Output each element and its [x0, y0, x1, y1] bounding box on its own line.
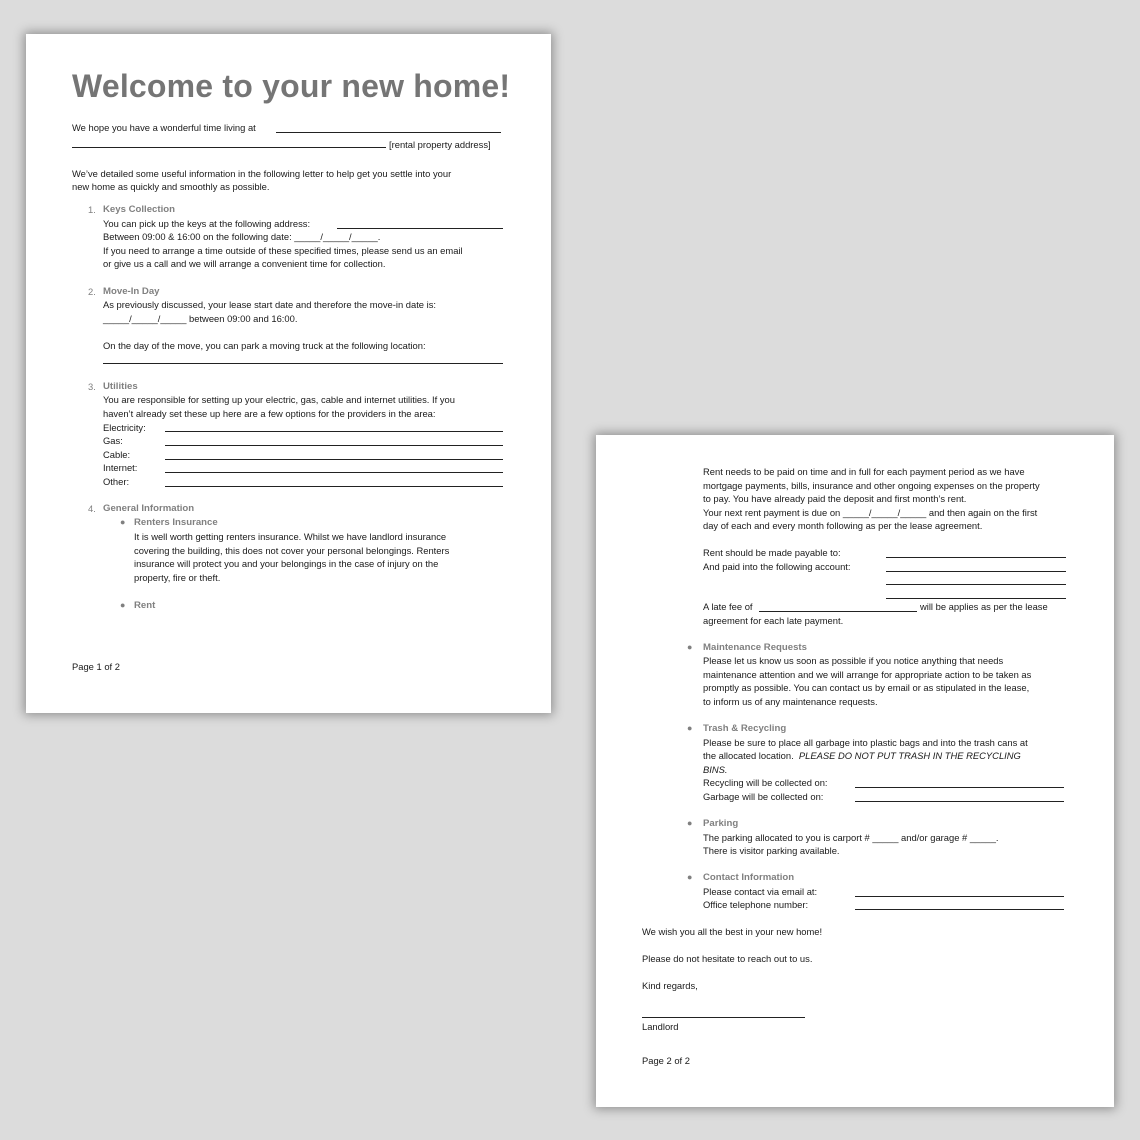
late-fee-line: [759, 611, 917, 612]
maintenance-line: to inform us of any maintenance requests.: [703, 696, 878, 707]
utility-field-label: Other:: [103, 476, 130, 487]
bullet-dot-icon: ●: [687, 872, 693, 882]
bullet-dot-icon: ●: [687, 642, 693, 652]
maintenance-line: promptly as possible. You can contact us by email or as stipulated in the lease,: [703, 682, 1030, 693]
garbage-label: Garbage will be collected on:: [703, 791, 824, 802]
utility-field-line: [165, 431, 503, 432]
trash-line-part: the allocated location.: [703, 750, 794, 761]
section-heading-keys: Keys Collection: [103, 204, 175, 215]
parking-line: The parking allocated to you is carport # _____ and/or garage # _____.: [703, 832, 999, 843]
utilities-line: You are responsible for setting up your electric, gas, cable and internet utilities. If you: [103, 394, 455, 405]
closing-wish: We wish you all the best in your new home!: [642, 926, 823, 937]
utility-field-label: Electricity:: [103, 422, 146, 433]
contact-phone-label: Office telephone number:: [703, 899, 809, 910]
keys-line: If you need to arrange a time outside of these specified times, please send us an email: [103, 245, 463, 256]
address-label: [rental property address]: [389, 139, 491, 150]
account-label: And paid into the following account:: [703, 561, 851, 572]
truck-location-line: [103, 363, 503, 364]
rent-line: mortgage payments, bills, insurance and other ongoing expenses on the property: [703, 480, 1040, 491]
subheading-rent: Rent: [134, 600, 156, 611]
payable-to-line: [886, 557, 1066, 558]
move-in-line: _____/_____/_____ between 09:00 and 16:00.: [103, 313, 298, 324]
account-line: [886, 584, 1066, 585]
recycling-label: Recycling will be collected on:: [703, 777, 828, 788]
keys-line: or give us a call and we will arrange a convenient time for collection.: [103, 258, 386, 269]
bullet-dot-icon: ●: [120, 517, 126, 527]
section-number: 2.: [88, 286, 96, 297]
garbage-line: [855, 801, 1064, 802]
signature-line: [642, 1017, 805, 1018]
rent-line: to pay. You have already paid the deposit and first month’s rent.: [703, 493, 967, 504]
maintenance-line: Please let us know us soon as possible if you notice anything that needs: [703, 655, 1004, 666]
utility-field-label: Gas:: [103, 435, 123, 446]
detail-line-2: new home as quickly and smoothly as possible.: [72, 181, 270, 192]
section-heading-general: General Information: [103, 503, 195, 514]
late-fee-text: A late fee of: [703, 601, 753, 612]
insurance-line: property, fire or theft.: [134, 572, 221, 583]
maintenance-line: maintenance attention and we will arrange for appropriate action to be taken as: [703, 669, 1032, 680]
account-line: [886, 598, 1066, 599]
rent-line: Your next rent payment is due on _____/_____/_____ and then again on the first: [703, 507, 1038, 518]
section-heading-utilities: Utilities: [103, 381, 138, 392]
bullet-dot-icon: ●: [120, 600, 126, 610]
utility-field-line: [165, 445, 503, 446]
section-heading-move-in: Move-In Day: [103, 286, 160, 297]
contact-phone-line: [855, 909, 1064, 910]
section-number: 1.: [88, 204, 96, 215]
utility-field-label: Internet:: [103, 462, 138, 473]
heading-contact: Contact Information: [703, 872, 795, 883]
utilities-line: haven’t already set these up here are a few options for the providers in the area:: [103, 408, 436, 419]
page-footer: Page 1 of 2: [72, 661, 120, 672]
contact-email-line: [855, 896, 1064, 897]
address-line-2: [72, 147, 386, 148]
page-2: [596, 435, 1114, 1107]
keys-address-line: [337, 228, 503, 229]
recycling-line: [855, 787, 1064, 788]
page-1: [26, 34, 551, 713]
heading-parking: Parking: [703, 818, 739, 829]
insurance-line: covering the building, this does not cover your personal belongings. Renters: [134, 545, 450, 556]
rent-line: day of each and every month following as per the lease agreement.: [703, 520, 983, 531]
utility-field-label: Cable:: [103, 449, 131, 460]
rent-line: Rent needs to be paid on time and in full for each payment period as we have: [703, 466, 1025, 477]
account-line: [886, 571, 1066, 572]
signature-label: Landlord: [642, 1021, 679, 1032]
late-fee-text: agreement for each late payment.: [703, 615, 844, 626]
insurance-line: insurance will protect you and your belongings in the case of injury on the: [134, 558, 439, 569]
section-number: 4.: [88, 503, 96, 514]
heading-maintenance: Maintenance Requests: [703, 642, 807, 653]
utility-field-line: [165, 472, 503, 473]
payable-to-label: Rent should be made payable to:: [703, 547, 841, 558]
insurance-line: It is well worth getting renters insurance. Whilst we have landlord insurance: [134, 531, 447, 542]
bullet-dot-icon: ●: [687, 818, 693, 828]
closing-regards: Kind regards,: [642, 980, 698, 991]
heading-trash: Trash & Recycling: [703, 723, 787, 734]
trash-line: [703, 749, 1021, 763]
utility-field-line: [165, 459, 503, 460]
move-in-line: As previously discussed, your lease start date and therefore the move-in date is:: [103, 299, 436, 310]
subheading-renters-insurance: Renters Insurance: [134, 517, 218, 528]
page-title: Welcome to your new home!: [72, 68, 511, 104]
utility-field-line: [165, 486, 503, 487]
intro-text: We hope you have a wonderful time living at: [72, 122, 256, 133]
trash-line: [703, 763, 728, 777]
detail-line-1: We’ve detailed some useful information in the following letter to help get you settle into your: [72, 168, 452, 179]
section-number: 3.: [88, 381, 96, 392]
keys-line: Between 09:00 & 16:00 on the following date: _____/_____/_____.: [103, 231, 381, 242]
trash-line: Please be sure to place all garbage into plastic bags and into the trash cans at: [703, 737, 1028, 748]
move-in-line: On the day of the move, you can park a moving truck at the following location:: [103, 340, 426, 351]
keys-line: You can pick up the keys at the following address:: [103, 218, 311, 229]
trash-warning-end: BINS.: [703, 764, 728, 775]
trash-warning: PLEASE DO NOT PUT TRASH IN THE RECYCLING: [798, 750, 1021, 761]
bullet-dot-icon: ●: [687, 723, 693, 733]
late-fee-text: will be applies as per the lease: [920, 601, 1048, 612]
address-line: [276, 132, 501, 133]
closing-hesitate: Please do not hesitate to reach out to us.: [642, 953, 813, 964]
page-footer: Page 2 of 2: [642, 1055, 690, 1066]
contact-email-label: Please contact via email at:: [703, 886, 818, 897]
parking-line: There is visitor parking available.: [703, 845, 840, 856]
